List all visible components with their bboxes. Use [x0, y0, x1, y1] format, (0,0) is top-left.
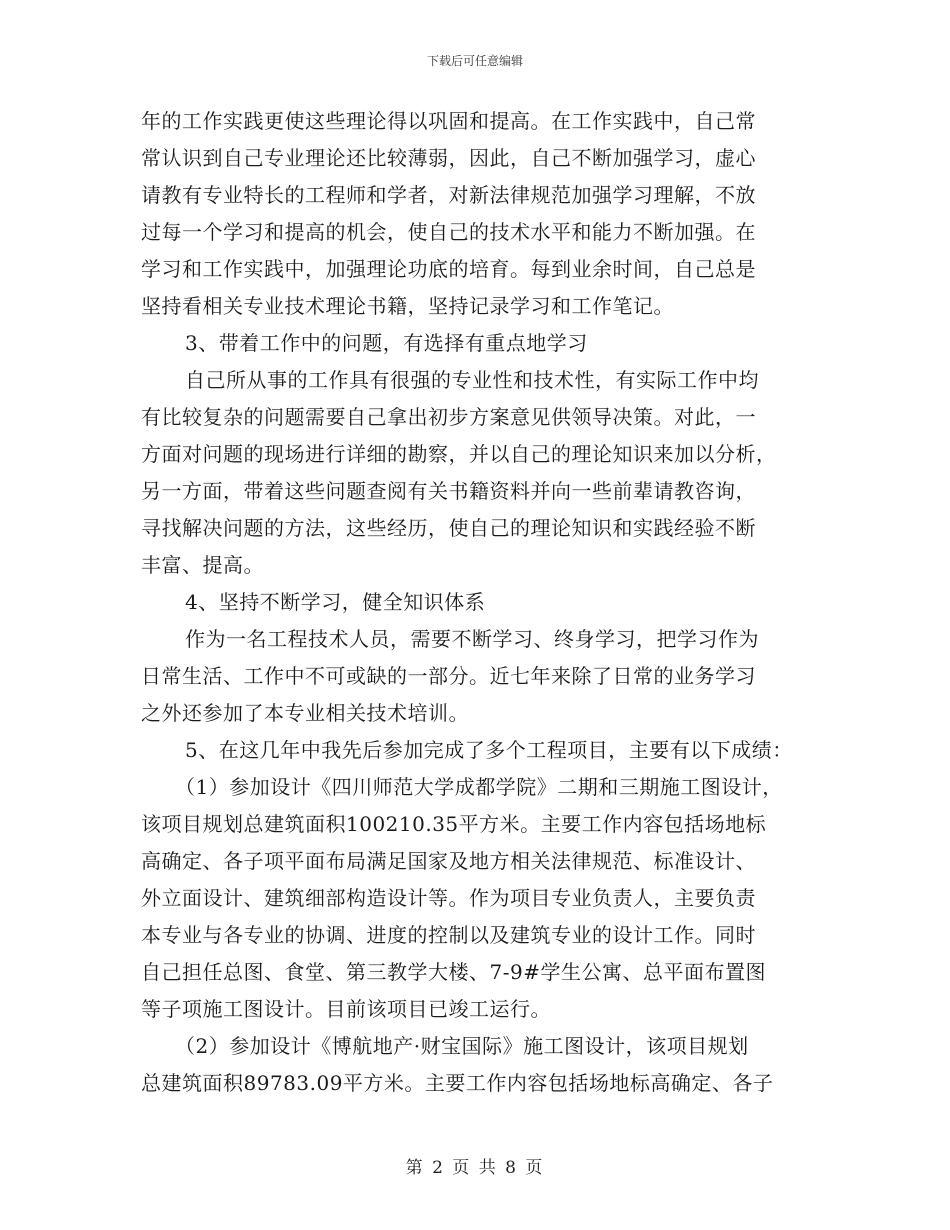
text-line: 日常生活、工作中不可或缺的一部分。近七年来除了日常的业务学习 — [141, 664, 756, 688]
text-line: 自己担任总图、食堂、第三教学大楼、7-9#学生公寓、总平面布置图 — [141, 960, 766, 984]
text-line: 本专业与各专业的协调、进度的控制以及建筑专业的设计工作。同时 — [141, 923, 756, 947]
text-line: 总建筑面积89783.09平方米。主要工作内容包括场地标高确定、各子 — [141, 1071, 774, 1095]
section-heading: 4、坚持不断学习，健全知识体系 — [185, 590, 486, 614]
text-line: （1）参加设计《四川师范大学成都学院》二期和三期施工图设计， — [175, 775, 783, 799]
text-line: 常认识到自己专业理论还比较薄弱，因此，自己不断加强学习，虚心 — [141, 146, 756, 170]
text-line: 该项目规划总建筑面积100210.35平方米。主要工作内容包括场地标 — [141, 812, 767, 836]
page-header: 下载后可任意编辑 — [426, 54, 523, 68]
text-line: 作为一名工程技术人员，需要不断学习、终身学习，把学习作为 — [185, 627, 759, 651]
section-heading: 3、带着工作中的问题，有选择有重点地学习 — [185, 331, 588, 355]
text-line: 等子项施工图设计。目前该项目已竣工运行。 — [141, 997, 551, 1021]
text-line: 自己所从事的工作具有很强的专业性和技术性，有实际工作中均 — [185, 368, 759, 392]
text-line: 年的工作实践更使这些理论得以巩固和提高。在工作实践中，自己常 — [141, 109, 756, 133]
text-line: 坚持看相关专业技术理论书籍，坚持记录学习和工作笔记。 — [141, 294, 674, 318]
text-line: 外立面设计、建筑细部构造设计等。作为项目专业负责人，主要负责 — [141, 886, 756, 910]
text-line: （2）参加设计《博航地产·财宝国际》施工图设计，该项目规划 — [175, 1034, 749, 1058]
text-line: 方面对问题的现场进行详细的勘察，并以自己的理论知识来加以分析， — [141, 442, 777, 466]
text-line: 寻找解决问题的方法，这些经历，使自己的理论知识和实践经验不断 — [141, 516, 756, 540]
text-line: 之外还参加了本专业相关技术培训。 — [141, 701, 469, 725]
text-line: 过每一个学习和提高的机会，使自己的技术水平和能力不断加强。在 — [141, 220, 756, 244]
text-line: 高确定、各子项平面布局满足国家及地方相关法律规范、标准设计、 — [141, 849, 756, 873]
text-line: 丰富、提高。 — [141, 553, 264, 577]
text-line: 另一方面，带着这些问题查阅有关书籍资料并向一些前辈请教咨询， — [141, 479, 756, 503]
page-footer: 第 2 页 共 8 页 — [405, 1158, 545, 1178]
text-line: 学习和工作实践中，加强理论功底的培育。每到业余时间，自己总是 — [141, 257, 756, 281]
document-body — [141, 103, 821, 1102]
text-line: 请教有专业特长的工程师和学者，对新法律规范加强学习理解，不放 — [141, 183, 756, 207]
section-heading: 5、在这几年中我先后参加完成了多个工程项目，主要有以下成绩： — [185, 738, 793, 762]
text-line: 有比较复杂的问题需要自己拿出初步方案意见供领导决策。对此，一 — [141, 405, 756, 429]
